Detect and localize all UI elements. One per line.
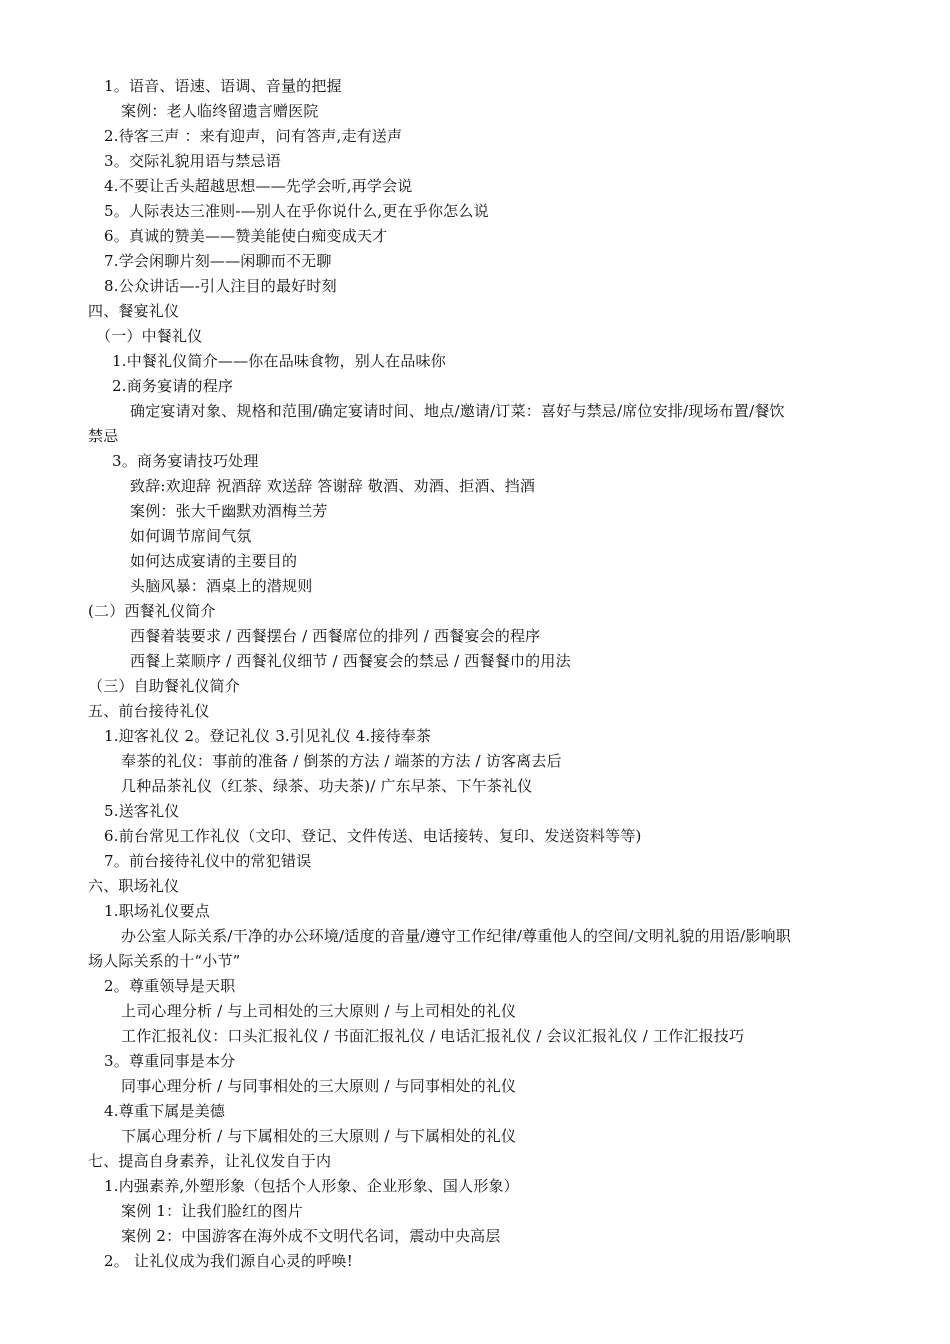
text-line: 2.待客三声 ：来有迎声，问有答声,走有送声	[104, 127, 403, 145]
text-line: 确定宴请对象、规格和范围/确定宴请时间、地点/邀请/订菜：喜好与禁忌/席位安排/现场布置/餐饮	[130, 402, 785, 420]
text-line: 场人际关系的十“小节”	[88, 952, 241, 970]
text-line: 办公室人际关系/干净的办公环境/适度的音量/遵守工作纪律/尊重他人的空间/文明礼貌的用语/影响职	[121, 927, 791, 945]
text-line: 上司心理分析 / 与上司相处的三大原则 / 与上司相处的礼仪	[121, 1002, 517, 1020]
text-line: 5.送客礼仪	[104, 802, 180, 820]
text-line: （一）中餐礼仪	[96, 327, 203, 345]
text-line: 6.前台常见工作礼仪（文印、登记、文件传送、电话接转、复印、发送资料等等)	[104, 827, 642, 845]
text-line: 几种品茶礼仪（红茶、绿茶、功夫茶)/ 广东早茶、下午茶礼仪	[121, 777, 533, 795]
text-line: 8.公众讲话—-引人注目的最好时刻	[104, 277, 337, 295]
text-line: 1.迎客礼仪 2。登记礼仪 3.引见礼仪 4.接待奉茶	[104, 727, 432, 745]
text-line: （三）自助餐礼仪简介	[88, 677, 241, 695]
text-line: 西餐着装要求 / 西餐摆台 / 西餐席位的排列 / 西餐宴会的程序	[130, 627, 541, 645]
text-line: 7。前台接待礼仪中的常犯错误	[104, 852, 312, 870]
text-line: 下属心理分析 / 与下属相处的三大原则 / 与下属相处的礼仪	[121, 1127, 517, 1145]
text-line: 1。语音、语速、语调、音量的把握	[104, 77, 342, 95]
text-line: 5。人际表达三准则-—别人在乎你说什么,更在乎你怎么说	[104, 202, 489, 220]
text-line: 案例：张大千幽默劝酒梅兰芳	[130, 502, 328, 520]
text-line: 工作汇报礼仪：口头汇报礼仪 / 书面汇报礼仪 / 电话汇报礼仪 / 会议汇报礼仪 / 工作汇报技巧	[121, 1027, 745, 1045]
text-line: 西餐上菜顺序 / 西餐礼仪细节 / 西餐宴会的禁忌 / 西餐餐巾的用法	[130, 652, 571, 670]
text-line: 2。 让礼仪成为我们源自心灵的呼唤!	[104, 1252, 353, 1270]
text-line: 如何达成宴请的主要目的	[130, 552, 298, 570]
text-line: 同事心理分析 / 与同事相处的三大原则 / 与同事相处的礼仪	[121, 1077, 517, 1095]
text-line: 2。尊重领导是天职	[104, 977, 236, 995]
text-line: 1.内强素养,外塑形象（包括个人形象、企业形象、国人形象）	[104, 1177, 519, 1195]
text-line: 四、餐宴礼仪	[88, 302, 180, 320]
text-line: 2.商务宴请的程序	[112, 377, 234, 395]
text-line: 案例 1：让我们脸红的图片	[121, 1202, 303, 1220]
text-line: 头脑风暴：酒桌上的潜规则	[130, 577, 313, 595]
text-line: 3。尊重同事是本分	[104, 1052, 236, 1070]
text-line: 案例：老人临终留遗言赠医院	[121, 102, 319, 120]
text-line: 五、前台接待礼仪	[88, 702, 210, 720]
text-line: 7.学会闲聊片刻——闲聊而不无聊	[104, 252, 332, 270]
text-line: 3。商务宴请技巧处理	[112, 452, 259, 470]
text-line: 3。交际礼貌用语与禁忌语	[104, 152, 281, 170]
text-line: 七、提高自身素养，让礼仪发自于内	[88, 1152, 332, 1170]
text-line: (二）西餐礼仪简介	[88, 602, 216, 620]
text-line: 六、职场礼仪	[88, 877, 180, 895]
text-line: 致辞:欢迎辞 祝酒辞 欢送辞 答谢辞 敬酒、劝酒、拒酒、挡酒	[130, 477, 536, 495]
text-line: 1.职场礼仪要点	[104, 902, 210, 920]
text-line: 禁忌	[88, 427, 119, 445]
text-line: 案例 2：中国游客在海外成不文明代名词，震动中央高层	[121, 1227, 501, 1245]
text-line: 4.尊重下属是美德	[104, 1102, 226, 1120]
text-line: 1.中餐礼仪简介——你在品味食物，别人在品味你	[112, 352, 446, 370]
text-line: 6。真诚的赞美——赞美能使白痴变成天才	[104, 227, 388, 245]
text-line: 奉茶的礼仪：事前的准备 / 倒茶的方法 / 端茶的方法 / 访客离去后	[121, 752, 562, 770]
text-line: 如何调节席间气氛	[130, 527, 252, 545]
text-line: 4.不要让舌头超越思想——先学会听,再学会说	[104, 177, 413, 195]
